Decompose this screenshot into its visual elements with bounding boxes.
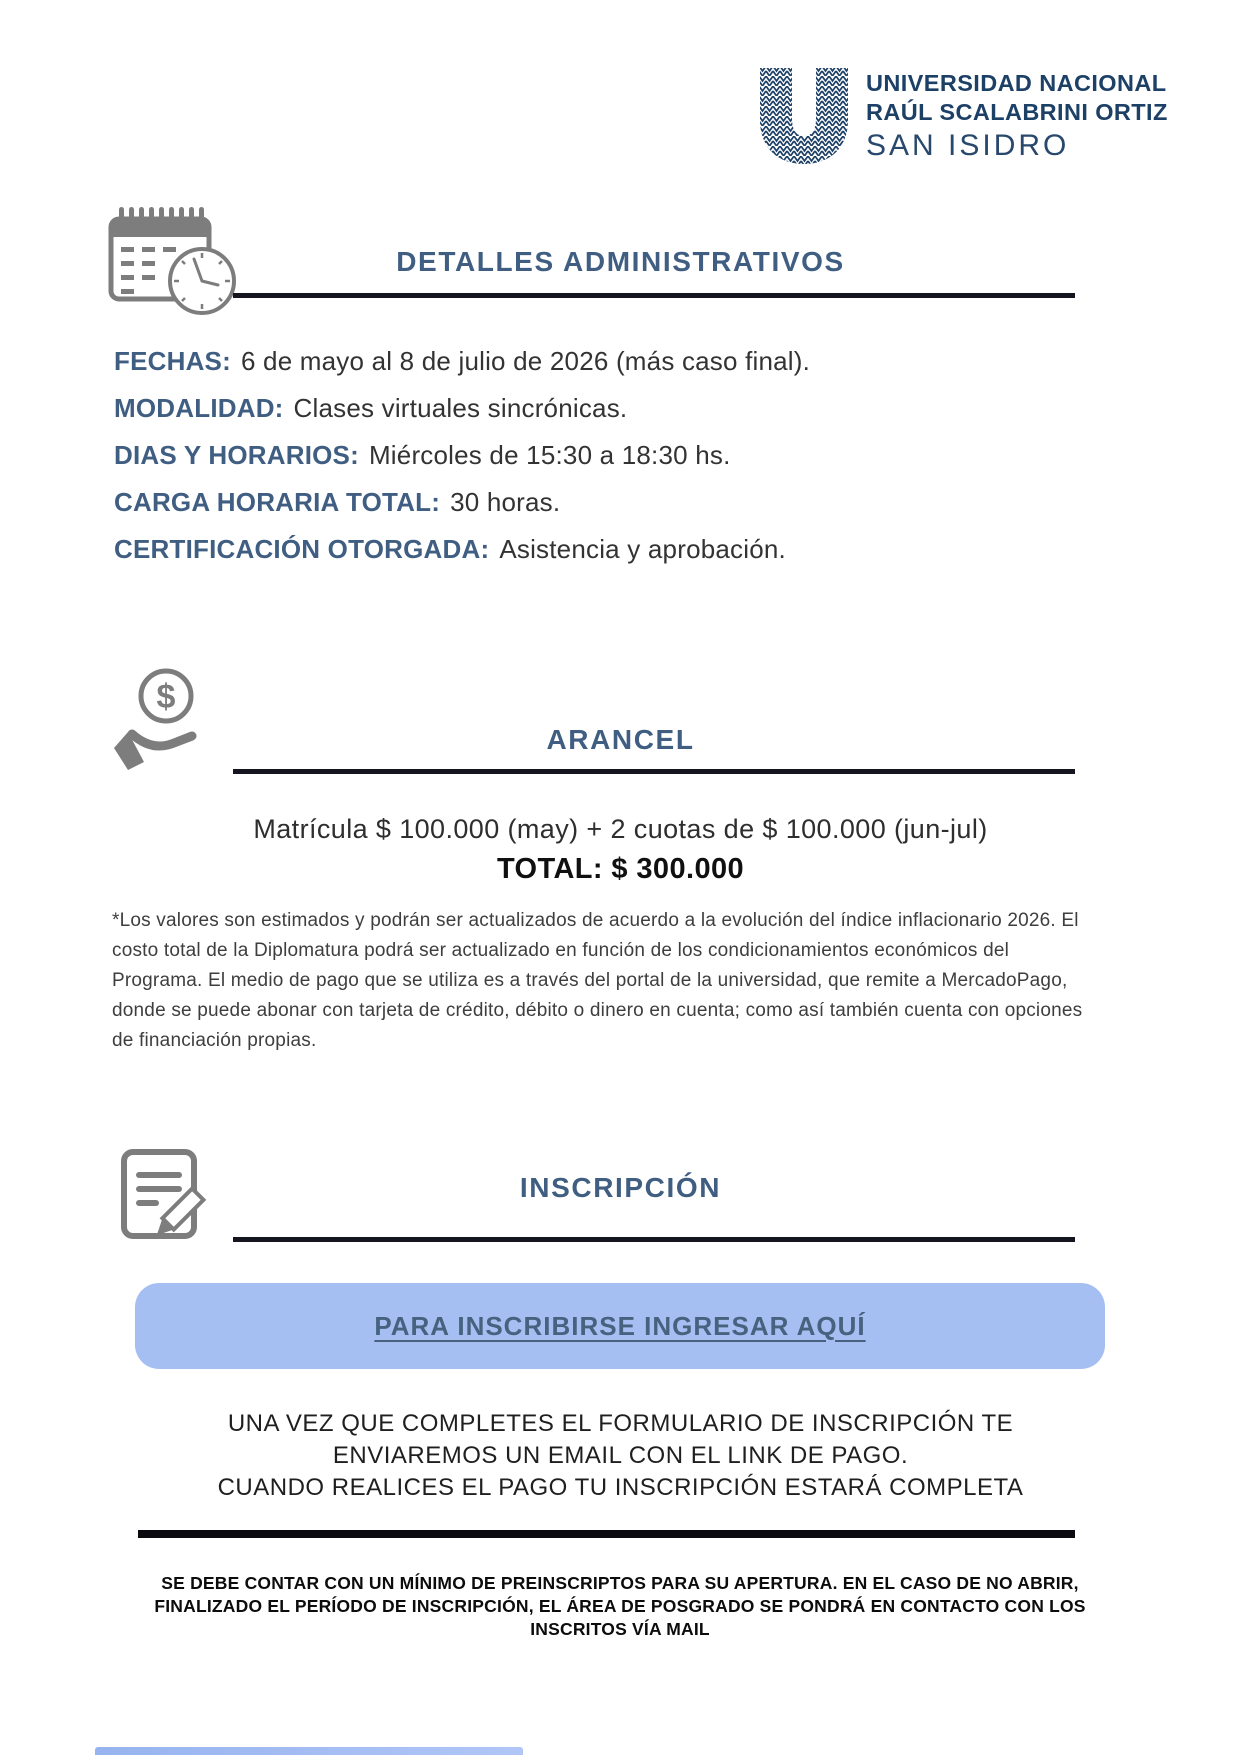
inscription-link-button[interactable]	[135, 1283, 1105, 1369]
item-value: Miércoles de 15:30 a 18:30 hs.	[368, 440, 731, 470]
university-campus: SAN ISIDRO	[866, 129, 1070, 162]
university-u-logo-icon	[752, 66, 852, 166]
university-name	[866, 69, 1168, 163]
university-logo	[752, 66, 1168, 166]
admin-details-list	[114, 338, 810, 573]
inscription-info-text	[0, 1408, 1241, 1504]
item-value: 6 de mayo al 8 de julio de 2026 (más caso final).	[240, 346, 811, 376]
item-value: Clases virtuales sincrónicas.	[293, 393, 628, 423]
item-label: FECHAS:	[114, 346, 231, 376]
info-line: CUANDO REALICES EL PAGO TU INSCRIPCIÓN ESTARÁ COMPLETA	[217, 1474, 1024, 1501]
item-value: 30 horas.	[450, 487, 561, 517]
section-rule-inscripcion	[233, 1237, 1075, 1242]
bottom-divider-rule	[138, 1530, 1075, 1538]
item-label: MODALIDAD:	[114, 393, 284, 423]
svg-text:$: $	[156, 678, 176, 716]
total-line: TOTAL: $ 300.000	[496, 853, 745, 885]
list-item	[114, 432, 810, 479]
list-item	[114, 526, 810, 573]
list-item	[114, 338, 810, 385]
inscription-link-label: PARA INSCRIBIRSE INGRESAR AQUÍ	[374, 1310, 866, 1341]
item-label: CERTIFICACIÓN OTORGADA:	[114, 534, 490, 564]
section-title-inscripcion: INSCRIPCIÓN	[519, 1172, 722, 1203]
item-label: CARGA HORARIA TOTAL:	[114, 487, 441, 517]
section-title-arancel: ARANCEL	[546, 724, 695, 755]
item-value: Asistencia y aprobación.	[499, 534, 786, 564]
item-label: DIAS Y HORARIOS:	[114, 440, 359, 470]
section-rule-arancel	[233, 769, 1075, 774]
info-line: ENVIAREMOS UN EMAIL CON EL LINK DE PAGO.	[332, 1442, 909, 1469]
list-item	[114, 479, 810, 526]
section-title-detalles-administrativos: DETALLES ADMINISTRATIVOS	[396, 246, 845, 277]
info-line: UNA VEZ QUE COMPLETES EL FORMULARIO DE INSCRIPCIÓN TE	[227, 1410, 1014, 1437]
university-name-line1: UNIVERSIDAD NACIONAL	[866, 70, 1167, 96]
section-rule-admin	[233, 293, 1075, 298]
price-line: Matrícula $ 100.000 (may) + 2 cuotas de $ 100.000 (jun-jul)	[253, 814, 988, 844]
list-item	[114, 385, 810, 432]
university-name-line2: RAÚL SCALABRINI ORTIZ	[866, 99, 1168, 125]
price-disclaimer: *Los valores son estimados y podrán ser actualizados de acuerdo a la evolución del índice inflacionario 2026. El costo total de la Diplomatura podrá ser actualizado en función de los condicionamientos económicos del Programa. El medio de pago que se utiliza es a través del portal de la universidad, que remite a MercadoPago, donde se puede abonar con tarjeta de crédito, débito o dinero en cuenta; como así también cuenta con opciones de financiación propias.	[112, 910, 1083, 1051]
bottom-page-accent-bar	[95, 1747, 523, 1755]
minimum-enrollment-notice: SE DEBE CONTAR CON UN MÍNIMO DE PREINSCRIPTOS PARA SU APERTURA. EN EL CASO DE NO ABRIR, FINALIZADO EL PERÍODO DE INSCRIPCIÓN, EL ÁREA DE POSGRADO SE PONDRÁ EN CONTACTO CON LOS INSCRITOS VÍA MAIL	[154, 1573, 1086, 1639]
